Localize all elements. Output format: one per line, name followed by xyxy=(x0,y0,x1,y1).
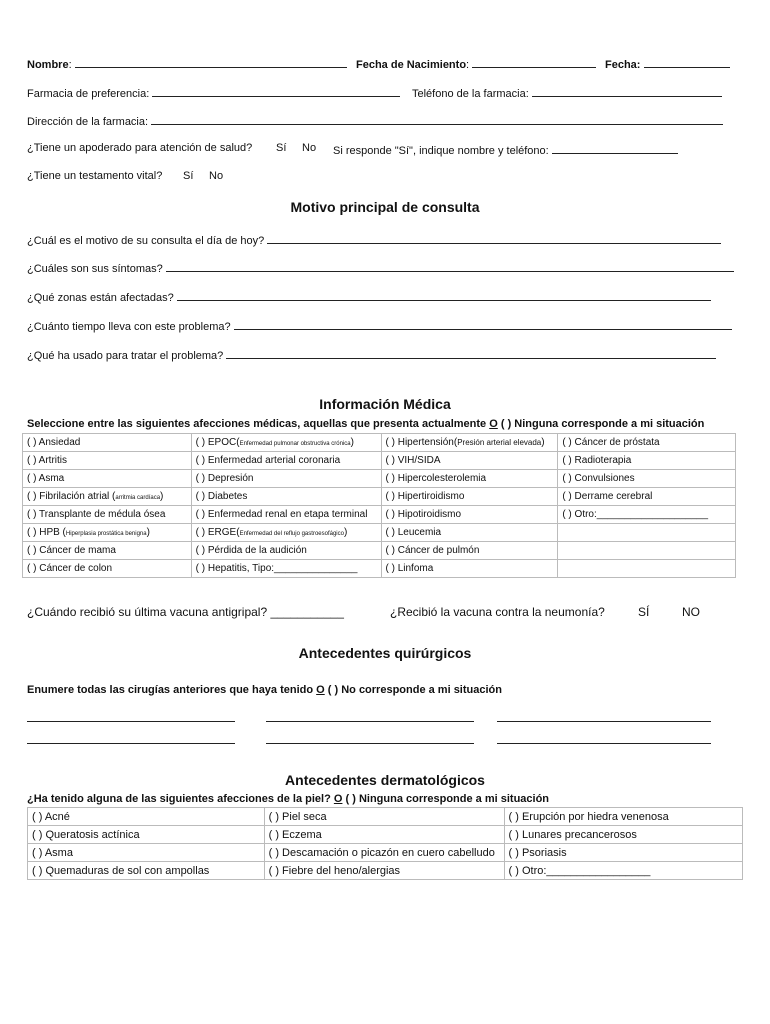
table-row xyxy=(23,434,736,452)
condition-hipertiroidismo[interactable]: ( ) Hipertiroidismo xyxy=(381,488,558,506)
cirugia-line[interactable] xyxy=(497,743,711,744)
motivo-q2[interactable]: ¿Cuáles son sus síntomas? xyxy=(27,260,734,275)
table-row xyxy=(23,452,736,470)
condition-coronaria[interactable]: ( ) Enfermedad arterial coronaria xyxy=(191,452,381,470)
condition-vih[interactable]: ( ) VIH/SIDA xyxy=(381,452,558,470)
apoderado-note-label: Si responde "Sí", indique nombre y teléfono: xyxy=(333,145,549,157)
condition-linfoma[interactable]: ( ) Linfoma xyxy=(381,560,558,578)
condition-hipotiroidismo[interactable]: ( ) Hipotiroidismo xyxy=(381,506,558,524)
motivo-q4[interactable]: ¿Cuánto tiempo lleva con este problema? xyxy=(27,318,732,333)
medica-instructions: Seleccione entre las siguientes afecciones médicas, aquellas que presenta actualmente O ( ) Ninguna corresponde a mi situación xyxy=(27,418,705,430)
condition-hepatitis[interactable]: ( ) Hepatitis, Tipo:_______________ xyxy=(191,560,381,578)
condition-audicion[interactable]: ( ) Pérdida de la audición xyxy=(191,542,381,560)
skin-lunares[interactable]: ( ) Lunares precancerosos xyxy=(504,826,742,844)
fecha-nacimiento-label: Fecha de Nacimiento xyxy=(356,59,467,71)
condition-artritis[interactable]: ( ) Artritis xyxy=(23,452,192,470)
table-row xyxy=(23,542,736,560)
cirugia-line[interactable] xyxy=(27,721,235,722)
telefono-farmacia-label: Teléfono de la farmacia: xyxy=(412,88,529,100)
vacuna-neumonia-si[interactable]: SÍ xyxy=(638,605,650,619)
quirurgicos-instructions: Enumere todas las cirugías anteriores que haya tenido O ( ) No corresponde a mi situación xyxy=(27,684,502,696)
direccion-farmacia-field[interactable] xyxy=(27,113,723,128)
motivo-q3[interactable]: ¿Qué zonas están afectadas? xyxy=(27,289,711,304)
condition-convulsiones[interactable]: ( ) Convulsiones xyxy=(558,470,736,488)
quirurgicos-title: Antecedentes quirúrgicos xyxy=(298,645,472,661)
table-row xyxy=(28,862,743,880)
table-row xyxy=(23,524,736,542)
cirugia-line[interactable] xyxy=(497,721,711,722)
table-row xyxy=(23,560,736,578)
condition-asma[interactable]: ( ) Asma xyxy=(23,470,192,488)
medica-title: Información Médica xyxy=(319,396,451,412)
condition-hipertension[interactable]: ( ) Hipertensión(Presión arterial elevada) xyxy=(381,434,558,452)
condition-transplante[interactable]: ( ) Transplante de médula ósea xyxy=(23,506,192,524)
condition-cancer-prostata[interactable]: ( ) Cáncer de próstata xyxy=(558,434,736,452)
condition-otro[interactable]: ( ) Otro:____________________ xyxy=(558,506,736,524)
medica-o: O xyxy=(489,418,498,430)
condition-cancer-pulmon[interactable]: ( ) Cáncer de pulmón xyxy=(381,542,558,560)
apoderado-note[interactable] xyxy=(333,142,678,157)
table-row xyxy=(23,488,736,506)
condition-ansiedad[interactable]: ( ) Ansiedad xyxy=(23,434,192,452)
skin-fiebre-heno[interactable]: ( ) Fiebre del heno/alergias xyxy=(264,862,504,880)
condition-diabetes[interactable]: ( ) Diabetes xyxy=(191,488,381,506)
condition-cancer-mama[interactable]: ( ) Cáncer de mama xyxy=(23,542,192,560)
fecha-field[interactable] xyxy=(605,56,730,71)
table-row xyxy=(28,844,743,862)
derma-table xyxy=(27,807,743,880)
apoderado-si[interactable]: Sí xyxy=(276,142,287,154)
testamento-no[interactable]: No xyxy=(209,170,224,182)
nombre-field[interactable]: Nombre: xyxy=(27,56,347,71)
farmacia-field[interactable] xyxy=(27,85,400,100)
condition-leucemia[interactable]: ( ) Leucemia xyxy=(381,524,558,542)
fecha-nacimiento-field[interactable]: Fecha de Nacimiento: xyxy=(356,56,596,71)
vacuna-neumonia-no[interactable]: NO xyxy=(682,605,700,619)
apoderado-no[interactable]: No xyxy=(302,142,317,154)
medica-table xyxy=(22,433,736,578)
telefono-farmacia-field[interactable] xyxy=(412,85,722,100)
direccion-farmacia-label: Dirección de la farmacia: xyxy=(27,116,149,128)
condition-cancer-colon[interactable]: ( ) Cáncer de colon xyxy=(23,560,192,578)
farmacia-label: Farmacia de preferencia: xyxy=(27,88,150,100)
table-row xyxy=(28,808,743,826)
cirugia-line[interactable] xyxy=(266,743,474,744)
apoderado-question xyxy=(27,142,252,154)
skin-piel-seca[interactable]: ( ) Piel seca xyxy=(264,808,504,826)
cirugia-line[interactable] xyxy=(266,721,474,722)
condition-depresion[interactable]: ( ) Depresión xyxy=(191,470,381,488)
motivo-title: Motivo principal de consulta xyxy=(290,199,480,215)
skin-descamacion[interactable]: ( ) Descamación o picazón en cuero cabelludo xyxy=(264,844,504,862)
nombre-label: Nombre xyxy=(27,59,69,71)
table-row xyxy=(28,826,743,844)
skin-queratosis[interactable]: ( ) Queratosis actínica xyxy=(28,826,265,844)
derma-ninguna-option[interactable]: ( ) Ninguna corresponde a mi situación xyxy=(345,793,550,805)
fecha-label: Fecha: xyxy=(605,59,641,71)
condition-derrame[interactable]: ( ) Derrame cerebral xyxy=(558,488,736,506)
skin-asma[interactable]: ( ) Asma xyxy=(28,844,265,862)
condition-epoc[interactable]: ( ) EPOC(Enfermedad pulmonar obstructiva crónica) xyxy=(191,434,381,452)
derma-instructions: ¿Ha tenido alguna de las siguientes afecciones de la piel? O ( ) Ninguna corresponde a mi situación xyxy=(27,793,550,805)
skin-quemaduras[interactable]: ( ) Quemaduras de sol con ampollas xyxy=(28,862,265,880)
table-row xyxy=(23,506,736,524)
apoderado-label: ¿Tiene un apoderado para atención de salud? xyxy=(27,142,253,154)
condition-fibrilacion[interactable]: ( ) Fibrilación atrial (arritmia cardíaca) xyxy=(23,488,192,506)
skin-eczema[interactable]: ( ) Eczema xyxy=(264,826,504,844)
testamento-si[interactable]: Sí xyxy=(183,170,194,182)
vacuna-neumonia-question: ¿Recibió la vacuna contra la neumonía? xyxy=(390,605,605,619)
skin-otro[interactable]: ( ) Otro:_________________ xyxy=(504,862,742,880)
condition-hpb[interactable]: ( ) HPB (Hiperplasia prostática benigna) xyxy=(23,524,192,542)
condition-erge[interactable]: ( ) ERGE(Enfermedad del reflujo gastroesofágico) xyxy=(191,524,381,542)
skin-hiedra[interactable]: ( ) Erupción por hiedra venenosa xyxy=(504,808,742,826)
medica-ninguna-option[interactable]: ( ) Ninguna corresponde a mi situación xyxy=(500,418,705,430)
condition-hipercolesterolemia[interactable]: ( ) Hipercolesterolemia xyxy=(381,470,558,488)
motivo-q5[interactable]: ¿Qué ha usado para tratar el problema? xyxy=(27,347,716,362)
derma-title: Antecedentes dermatológicos xyxy=(285,772,485,788)
table-row xyxy=(23,470,736,488)
quirurgicos-no-corresponde-option[interactable]: ( ) No corresponde a mi situación xyxy=(327,684,502,696)
condition-radioterapia[interactable]: ( ) Radioterapia xyxy=(558,452,736,470)
condition-renal[interactable]: ( ) Enfermedad renal en etapa terminal xyxy=(191,506,381,524)
vacuna-antigripal-field[interactable]: ¿Cuándo recibió su última vacuna antigripal? ___________ xyxy=(27,605,344,619)
cirugia-line[interactable] xyxy=(27,743,235,744)
skin-psoriasis[interactable]: ( ) Psoriasis xyxy=(504,844,742,862)
testamento-question: ¿Tiene un testamento vital? xyxy=(27,170,163,182)
skin-acne[interactable]: ( ) Acné xyxy=(28,808,265,826)
motivo-q1[interactable]: ¿Cuál es el motivo de su consulta el día de hoy? xyxy=(27,232,721,247)
